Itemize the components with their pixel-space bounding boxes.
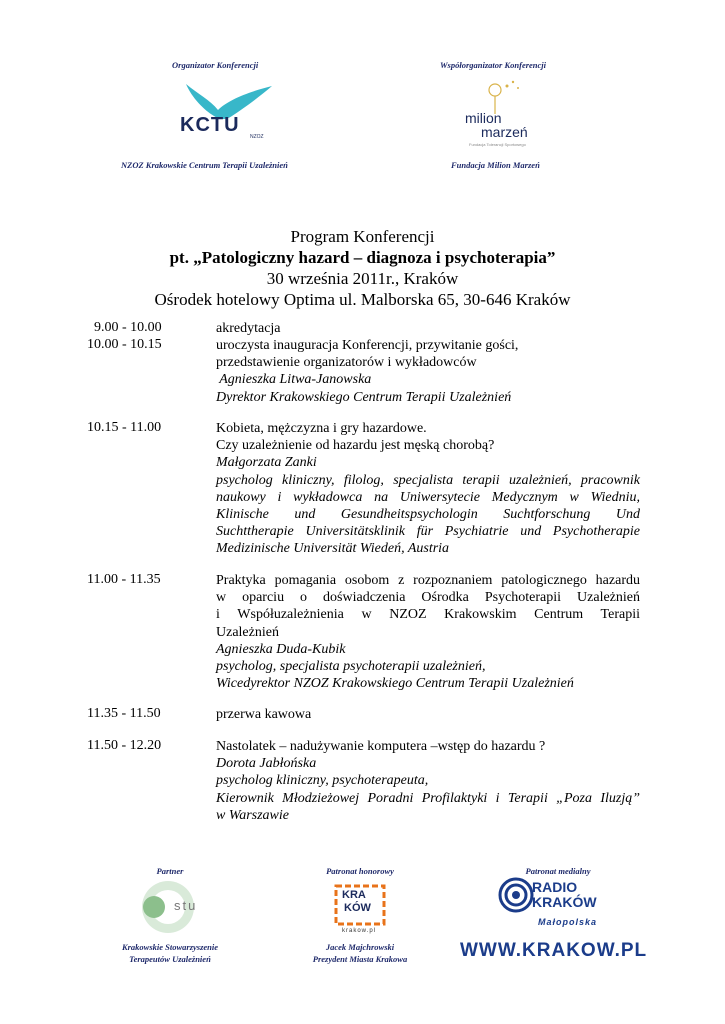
- item-text: przedstawienie organizatorów i wykładowców: [216, 355, 477, 371]
- krakow-logo-line1: KRA: [342, 889, 366, 901]
- speaker-role: w Warszawie: [216, 807, 290, 823]
- speaker-role: Suchttherapie Universitätsklinik für Psychiatrie und Psychotherapie: [216, 524, 640, 540]
- radio-waves-icon: [498, 877, 534, 913]
- item-text: akredytacja: [216, 321, 281, 336]
- speaker-role: Wicedyrektor NZOZ Krakowskiego Centrum Terapii Uzależnień: [216, 676, 574, 692]
- radio-logo-line3: Małopolska: [538, 917, 598, 927]
- speaker-role: Kierownik Młodzieżowej Poradni Profilaktyki i Terapii „Poza Iluzją”: [216, 790, 640, 806]
- coorganizer-caption: Współorganizator Konferencji: [440, 60, 547, 70]
- speaker-role: psycholog kliniczny, filolog, specjalista terapii uzależnień, pracownik: [216, 472, 640, 488]
- item-text: Uzależnień: [216, 624, 279, 640]
- time-slot: 10.15 - 11.00: [87, 420, 162, 435]
- milion-text: milion: [465, 110, 502, 126]
- kctu-logo-text: KCTU: [180, 114, 240, 136]
- krakow-logo-line2: KÓW: [344, 902, 371, 914]
- item-text: Praktyka pomagania osobom z rozpoznaniem patologicznego hazardu: [216, 573, 640, 588]
- organizer-name: NZOZ Krakowskie Centrum Terapii Uzależnień: [121, 160, 288, 170]
- speaker-role: naukowy i wykładowca na Uniwersytecie Medycznym w Wiedniu,: [216, 489, 640, 505]
- conference-venue: Ośrodek hotelowy Optima ul. Malborska 65, 30-646 Kraków: [154, 290, 571, 309]
- coorganizer-name: Fundacja Milion Marzeń: [451, 160, 540, 170]
- speaker-role: psycholog, specjalista psychoterapii uzależnień,: [216, 659, 486, 675]
- speaker-name: Agnieszka Duda-Kubik: [216, 641, 346, 657]
- schedule-item: [216, 706, 640, 723]
- item-text: Nastolatek – nadużywanie komputera –wstęp do hazardu ?: [216, 739, 546, 754]
- stu-logo-text: stu: [174, 898, 198, 913]
- honor-role: Prezydent Miasta Krakowa: [312, 954, 408, 964]
- kctu-logo-subtext: NZOZ: [250, 134, 264, 140]
- organizer-caption: Organizator Konferencji: [172, 60, 259, 70]
- time-slot: 11.35 - 11.50: [87, 706, 161, 721]
- radio-logo-line2: KRAKÓW: [532, 894, 597, 910]
- time-slot: 11.50 - 12.20: [87, 738, 162, 753]
- foundation-small-text: Fundacja Tolerancji Sportowego: [469, 142, 526, 147]
- milion-marzen-logo: [455, 76, 545, 148]
- partner-name-1: Krakowskie Stowarzyszenie: [121, 942, 219, 952]
- item-text: Kobieta, mężczyzna i gry hazardowe.: [216, 421, 427, 436]
- radio-logo-line1: RADIO: [532, 879, 578, 895]
- program-title: Program Konferencji: [290, 227, 435, 246]
- time-slot: 10.00 - 10.15: [87, 337, 162, 352]
- speaker-role: Klinische und Gesundheitspsychologin Suchtforschung Und: [216, 507, 640, 523]
- krakow-logo-small: krakow.pl: [342, 928, 377, 934]
- krakow-city-logo: [330, 880, 390, 938]
- item-text: Czy uzależnienie od hazardu jest męską chorobą?: [216, 438, 495, 454]
- partner-label: Partner: [156, 866, 184, 876]
- schedule-item: [216, 738, 640, 824]
- schedule-item: [216, 337, 640, 406]
- stu-logo: [140, 876, 210, 938]
- speaker-role: Medizinische Universität Wiedeń, Austria: [216, 541, 450, 557]
- marzen-text: marzeń: [481, 124, 528, 140]
- schedule-item: [216, 420, 640, 558]
- speaker-role: psycholog kliniczny, psychoterapeuta,: [216, 773, 429, 789]
- time-slot: 9.00 - 10.00: [94, 320, 162, 335]
- honor-name: Jacek Majchrowski: [325, 942, 395, 952]
- time-slot: 11.00 - 11.35: [87, 572, 161, 587]
- partner-name-2: Terapeutów Uzależnień: [129, 954, 211, 964]
- speaker-name: Agnieszka Litwa-Janowska: [216, 372, 372, 388]
- speaker-name: Małgorzata Zanki: [216, 455, 317, 471]
- media-label: Patronat medialny: [525, 866, 591, 876]
- item-text: przerwa kawowa: [216, 707, 312, 722]
- schedule-item: [216, 320, 640, 337]
- krakow-pl-link[interactable]: WWW.KRAKOW.PL: [460, 940, 648, 961]
- radio-krakow-logo: [498, 877, 628, 937]
- conference-title: pt. „Patologiczny hazard – diagnoza i psychoterapia”: [169, 248, 556, 267]
- speaker-role: Dyrektor Krakowskiego Centrum Terapii Uzależnień: [216, 389, 512, 405]
- schedule-item: [216, 572, 640, 692]
- honor-label: Patronat honorowy: [326, 866, 394, 876]
- item-text: i Współuzależnienia w NZOZ Krakowskim Centrum Terapii: [216, 607, 640, 623]
- item-text: w oparciu o doświadczenia Ośrodka Psychoterapii Uzależnień: [216, 590, 640, 606]
- conference-date: 30 września 2011r., Kraków: [266, 269, 459, 288]
- item-text: uroczysta inauguracja Konferencji, przywitanie gości,: [216, 338, 519, 353]
- speaker-name: Dorota Jabłońska: [216, 756, 317, 772]
- kctu-logo: [168, 80, 288, 140]
